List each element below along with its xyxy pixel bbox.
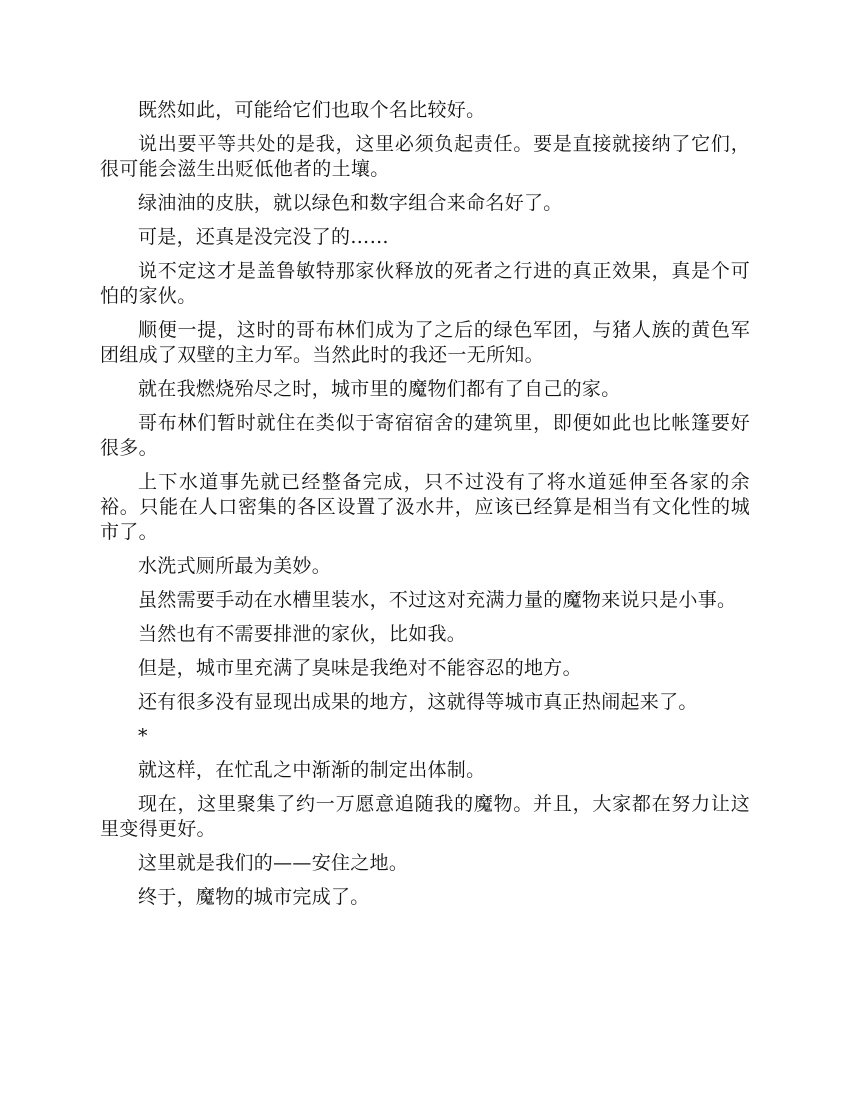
paragraph: 绿油油的皮肤，就以绿色和数字组合来命名好了。 xyxy=(138,192,563,214)
paragraph: 说不定这才是盖鲁敏特那家伙释放的死者之行进的真正效果，真是个可怕的家伙。 xyxy=(100,260,750,307)
paragraph: 就这样，在忙乱之中渐渐的制定出体制。 xyxy=(138,759,486,781)
paragraph: 上下水道事先就已经整备完成，只不过没有了将水道延伸至各家的余裕。只能在人口密集的各区设置了汲水井，应该已经算是相当有文化性的城市了。 xyxy=(100,471,750,543)
paragraph: 既然如此，可能给它们也取个名比较好。 xyxy=(138,99,486,121)
paragraph: 还有很多没有显现出成果的地方，这就得等城市真正热闹起来了。 xyxy=(138,691,698,713)
paragraph: 哥布林们暂时就住在类似于寄宿宿舍的建筑里，即便如此也比帐篷要好很多。 xyxy=(100,412,750,459)
paragraph: 水洗式厕所最为美妙。 xyxy=(138,555,332,577)
paragraph: 但是，城市里充满了臭味是我绝对不能容忍的地方。 xyxy=(138,657,582,679)
paragraph: 现在，这里聚集了约一万愿意追随我的魔物。并且，大家都在努力让这里变得更好。 xyxy=(100,793,750,840)
text-column xyxy=(100,98,750,919)
scene-break: * xyxy=(138,725,148,747)
paragraph: 这里就是我们的——安住之地。 xyxy=(138,852,409,874)
paragraph: 就在我燃烧殆尽之时，城市里的魔物们都有了自己的家。 xyxy=(138,378,621,400)
paragraph: 虽然需要手动在水槽里装水，不过这对充满力量的魔物来说只是小事。 xyxy=(138,589,737,611)
paragraph: 可是，还真是没完没了的…… xyxy=(138,226,389,248)
paragraph: 终于，魔物的城市完成了。 xyxy=(138,886,370,908)
paragraph: 说出要平等共处的是我，这里必须负起责任。要是直接就接纳了它们，很可能会滋生出贬低他者的土壤。 xyxy=(100,133,750,180)
paragraph: 当然也有不需要排泄的家伙，比如我。 xyxy=(138,623,467,645)
paragraph: 顺便一提，这时的哥布林们成为了之后的绿色军团，与猪人族的黄色军团组成了双壁的主力军。当然此时的我还一无所知。 xyxy=(100,319,750,366)
